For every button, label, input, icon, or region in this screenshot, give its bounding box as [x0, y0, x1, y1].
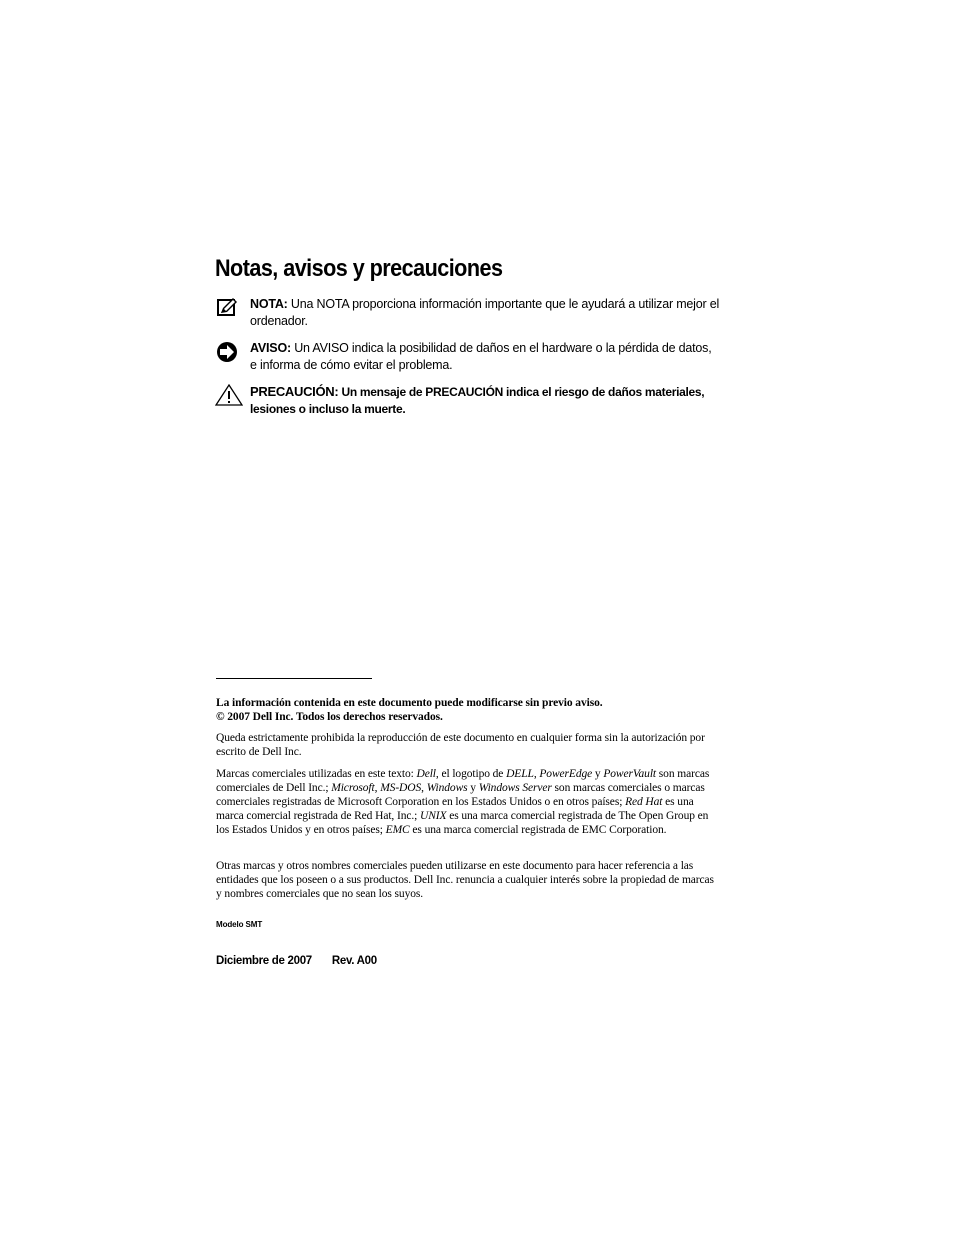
note-text	[250, 296, 720, 330]
trademark-windows: Windows	[426, 782, 468, 794]
warning-triangle-icon	[215, 384, 243, 406]
trademark-emc: EMC	[385, 824, 410, 836]
model-label: Modelo SMT	[216, 920, 263, 929]
caution-body: Un mensaje de PRECAUCIÓN indica el riesgo de daños materiales, lesiones o incluso la muerte.	[250, 385, 705, 416]
trademarks-paragraph: Marcas comerciales utilizadas en este texto: Dell, el logotipo de DELL, PowerEdge y PowerVault son marcas comerciales de Dell Inc.; Microsoft, MS-DOS, Windows y Windows Server son marcas comerciales o marcas comerciales registradas de Microsoft Corporation en los Estados Unidos o en otros países; Red Hat es una marca comercial registrada de Red Hat, Inc.; UNIX es una marca comercial registrada de The Open Group en los Estados Unidos y en otros países; EMC es una marca comercial registrada de EMC Corporation.	[216, 768, 710, 836]
revision-label: Rev. A00	[331, 955, 377, 967]
caution-label: PRECAUCIÓN:	[250, 384, 339, 399]
trademark-poweredge: PowerEdge	[539, 768, 593, 780]
arrow-circle-icon	[215, 341, 243, 363]
notice-label: AVISO:	[250, 341, 291, 355]
date-revision	[216, 955, 377, 967]
other-marks-paragraph: Otras marcas y otros nombres comerciales pueden utilizarse en este documento para hacer referencia a las entidades que los poseen o a sus productos. Dell Inc. renuncia a cualquier interés sobre la propiedad de marcas y nombres comerciales que no sean los suyos.	[216, 860, 714, 900]
note-body: Una NOTA proporciona información importante que le ayudará a utilizar mejor el ordenador.	[250, 297, 720, 328]
notice-text	[250, 340, 720, 374]
divider-rule	[216, 678, 372, 679]
trademark-microsoft: Microsoft	[331, 782, 375, 794]
info-line: La información contenida en este documento puede modificarse sin previo aviso.	[216, 697, 603, 709]
trademark-windows-server: Windows Server	[478, 782, 552, 794]
copyright-line: © 2007 Dell Inc. Todos los derechos reservados.	[216, 711, 443, 723]
notice-body: Un AVISO indica la posibilidad de daños en el hardware o la pérdida de datos, e informa de cómo evitar el problema.	[250, 341, 712, 372]
trademark-msdos: MS-DOS	[380, 782, 422, 794]
pencil-note-icon	[215, 297, 243, 319]
trademark-unix: UNIX	[420, 810, 447, 822]
note-label: NOTA:	[250, 297, 288, 311]
legal-notice	[216, 696, 716, 724]
date-label: Diciembre de 2007	[216, 955, 312, 967]
trademark-dell-logo: DELL	[506, 768, 534, 780]
trademark-dell: Dell	[416, 768, 436, 780]
trademark-powervault: PowerVault	[603, 768, 657, 780]
page-title: Notas, avisos y precauciones	[215, 255, 503, 282]
caution-text	[250, 383, 720, 418]
reproduction-paragraph: Queda estrictamente prohibida la reproducción de este documento en cualquier forma sin la autorización por escrito de Dell Inc.	[216, 732, 705, 758]
trademark-redhat: Red Hat	[625, 796, 663, 808]
